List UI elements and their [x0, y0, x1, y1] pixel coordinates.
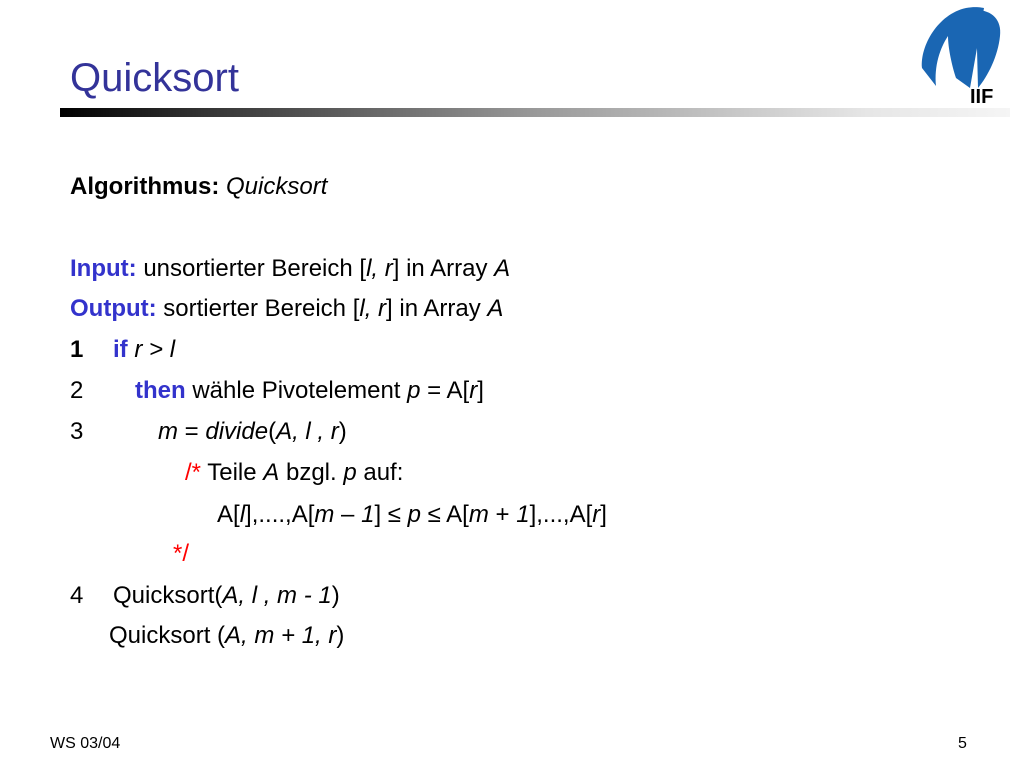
pivot-var: p	[407, 377, 421, 404]
line-number: 1	[70, 336, 84, 363]
code-line-4	[70, 584, 83, 608]
then-close: ]	[477, 377, 484, 404]
then-eq: = A[	[420, 377, 470, 404]
partition-line	[217, 503, 607, 527]
output-array: A	[487, 295, 504, 322]
input-line	[70, 257, 510, 281]
line3-close: )	[338, 418, 347, 445]
then-r: r	[469, 377, 478, 404]
iif-logo-mark	[922, 7, 984, 88]
iif-logo	[918, 6, 1008, 106]
algorithm-name: Quicksort	[226, 173, 328, 200]
quicksort-call-1: Quicksort(	[113, 582, 223, 609]
output-label: Output:	[70, 295, 157, 322]
code-line-2-body	[135, 379, 484, 403]
quicksort-args-2: A, m + 1, r	[225, 622, 337, 649]
code-line-5	[109, 624, 344, 648]
input-text: unsortierter Bereich [	[143, 255, 367, 282]
output-line	[70, 297, 503, 321]
comment-text1: Teile	[201, 459, 264, 486]
line3-open: (	[268, 418, 277, 445]
part-one1: 1	[361, 501, 375, 528]
code-line-1	[70, 338, 83, 362]
algorithm-label: Algorithmus:	[70, 173, 220, 200]
then-keyword: then	[135, 377, 186, 404]
part-l: l	[239, 501, 246, 528]
input-vars: l, r	[366, 255, 393, 282]
comment-p: p	[343, 459, 357, 486]
comment-text2: bzgl.	[279, 459, 344, 486]
part-1: A[	[217, 501, 240, 528]
algorithm-heading	[70, 175, 327, 199]
part-plus: +	[488, 501, 517, 528]
page-number: 5	[958, 735, 967, 752]
then-text: wähle Pivotelement	[192, 377, 408, 404]
quicksort-args-1: A, l , m - 1	[222, 582, 332, 609]
comment-open: /*	[185, 459, 202, 486]
part-minus: –	[334, 501, 362, 528]
part-3: ] ≤	[374, 501, 408, 528]
line-number: 2	[70, 377, 84, 404]
title-divider	[60, 108, 1010, 117]
if-keyword: if	[113, 336, 128, 363]
slide-title: Quicksort	[70, 56, 239, 100]
m-var: m	[158, 418, 178, 445]
iif-logo-text: IIF	[970, 86, 994, 106]
part-one2: 1	[516, 501, 530, 528]
code-line-2	[70, 379, 83, 403]
code-line-4-body	[113, 584, 340, 608]
line-number: 3	[70, 418, 84, 445]
part-5: ],...,A[	[529, 501, 593, 528]
part-m1: m	[314, 501, 335, 528]
output-text-after: ] in Array	[386, 295, 488, 322]
part-m2: m	[468, 501, 489, 528]
part-4: ≤ A[	[420, 501, 469, 528]
line3-eq: =	[178, 418, 206, 445]
output-vars: l, r	[359, 295, 387, 322]
output-text: sortierter Bereich [	[163, 295, 360, 322]
part-2: ],....,A[	[245, 501, 315, 528]
if-condition: r > l	[134, 336, 176, 363]
comment-close: */	[173, 540, 190, 567]
line-number: 4	[70, 582, 84, 609]
quicksort-close-1: )	[331, 582, 340, 609]
divide-args: A, l , r	[276, 418, 339, 445]
comment-text3: auf:	[356, 459, 404, 486]
part-p: p	[407, 501, 421, 528]
input-label: Input:	[70, 255, 137, 282]
part-r: r	[592, 501, 601, 528]
comment-line	[185, 461, 403, 485]
code-line-1-body	[113, 338, 175, 362]
code-line-3-body	[158, 420, 347, 444]
input-array: A	[494, 255, 511, 282]
iif-logo-mark-right	[976, 10, 1000, 88]
footer-semester: WS 03/04	[50, 735, 121, 752]
quicksort-close-2: )	[336, 622, 345, 649]
part-6: ]	[600, 501, 607, 528]
code-line-3	[70, 420, 83, 444]
quicksort-call-2: Quicksort (	[109, 622, 226, 649]
divide-fn: divide	[205, 418, 269, 445]
comment-a: A	[263, 459, 280, 486]
input-text-after: ] in Array	[392, 255, 495, 282]
